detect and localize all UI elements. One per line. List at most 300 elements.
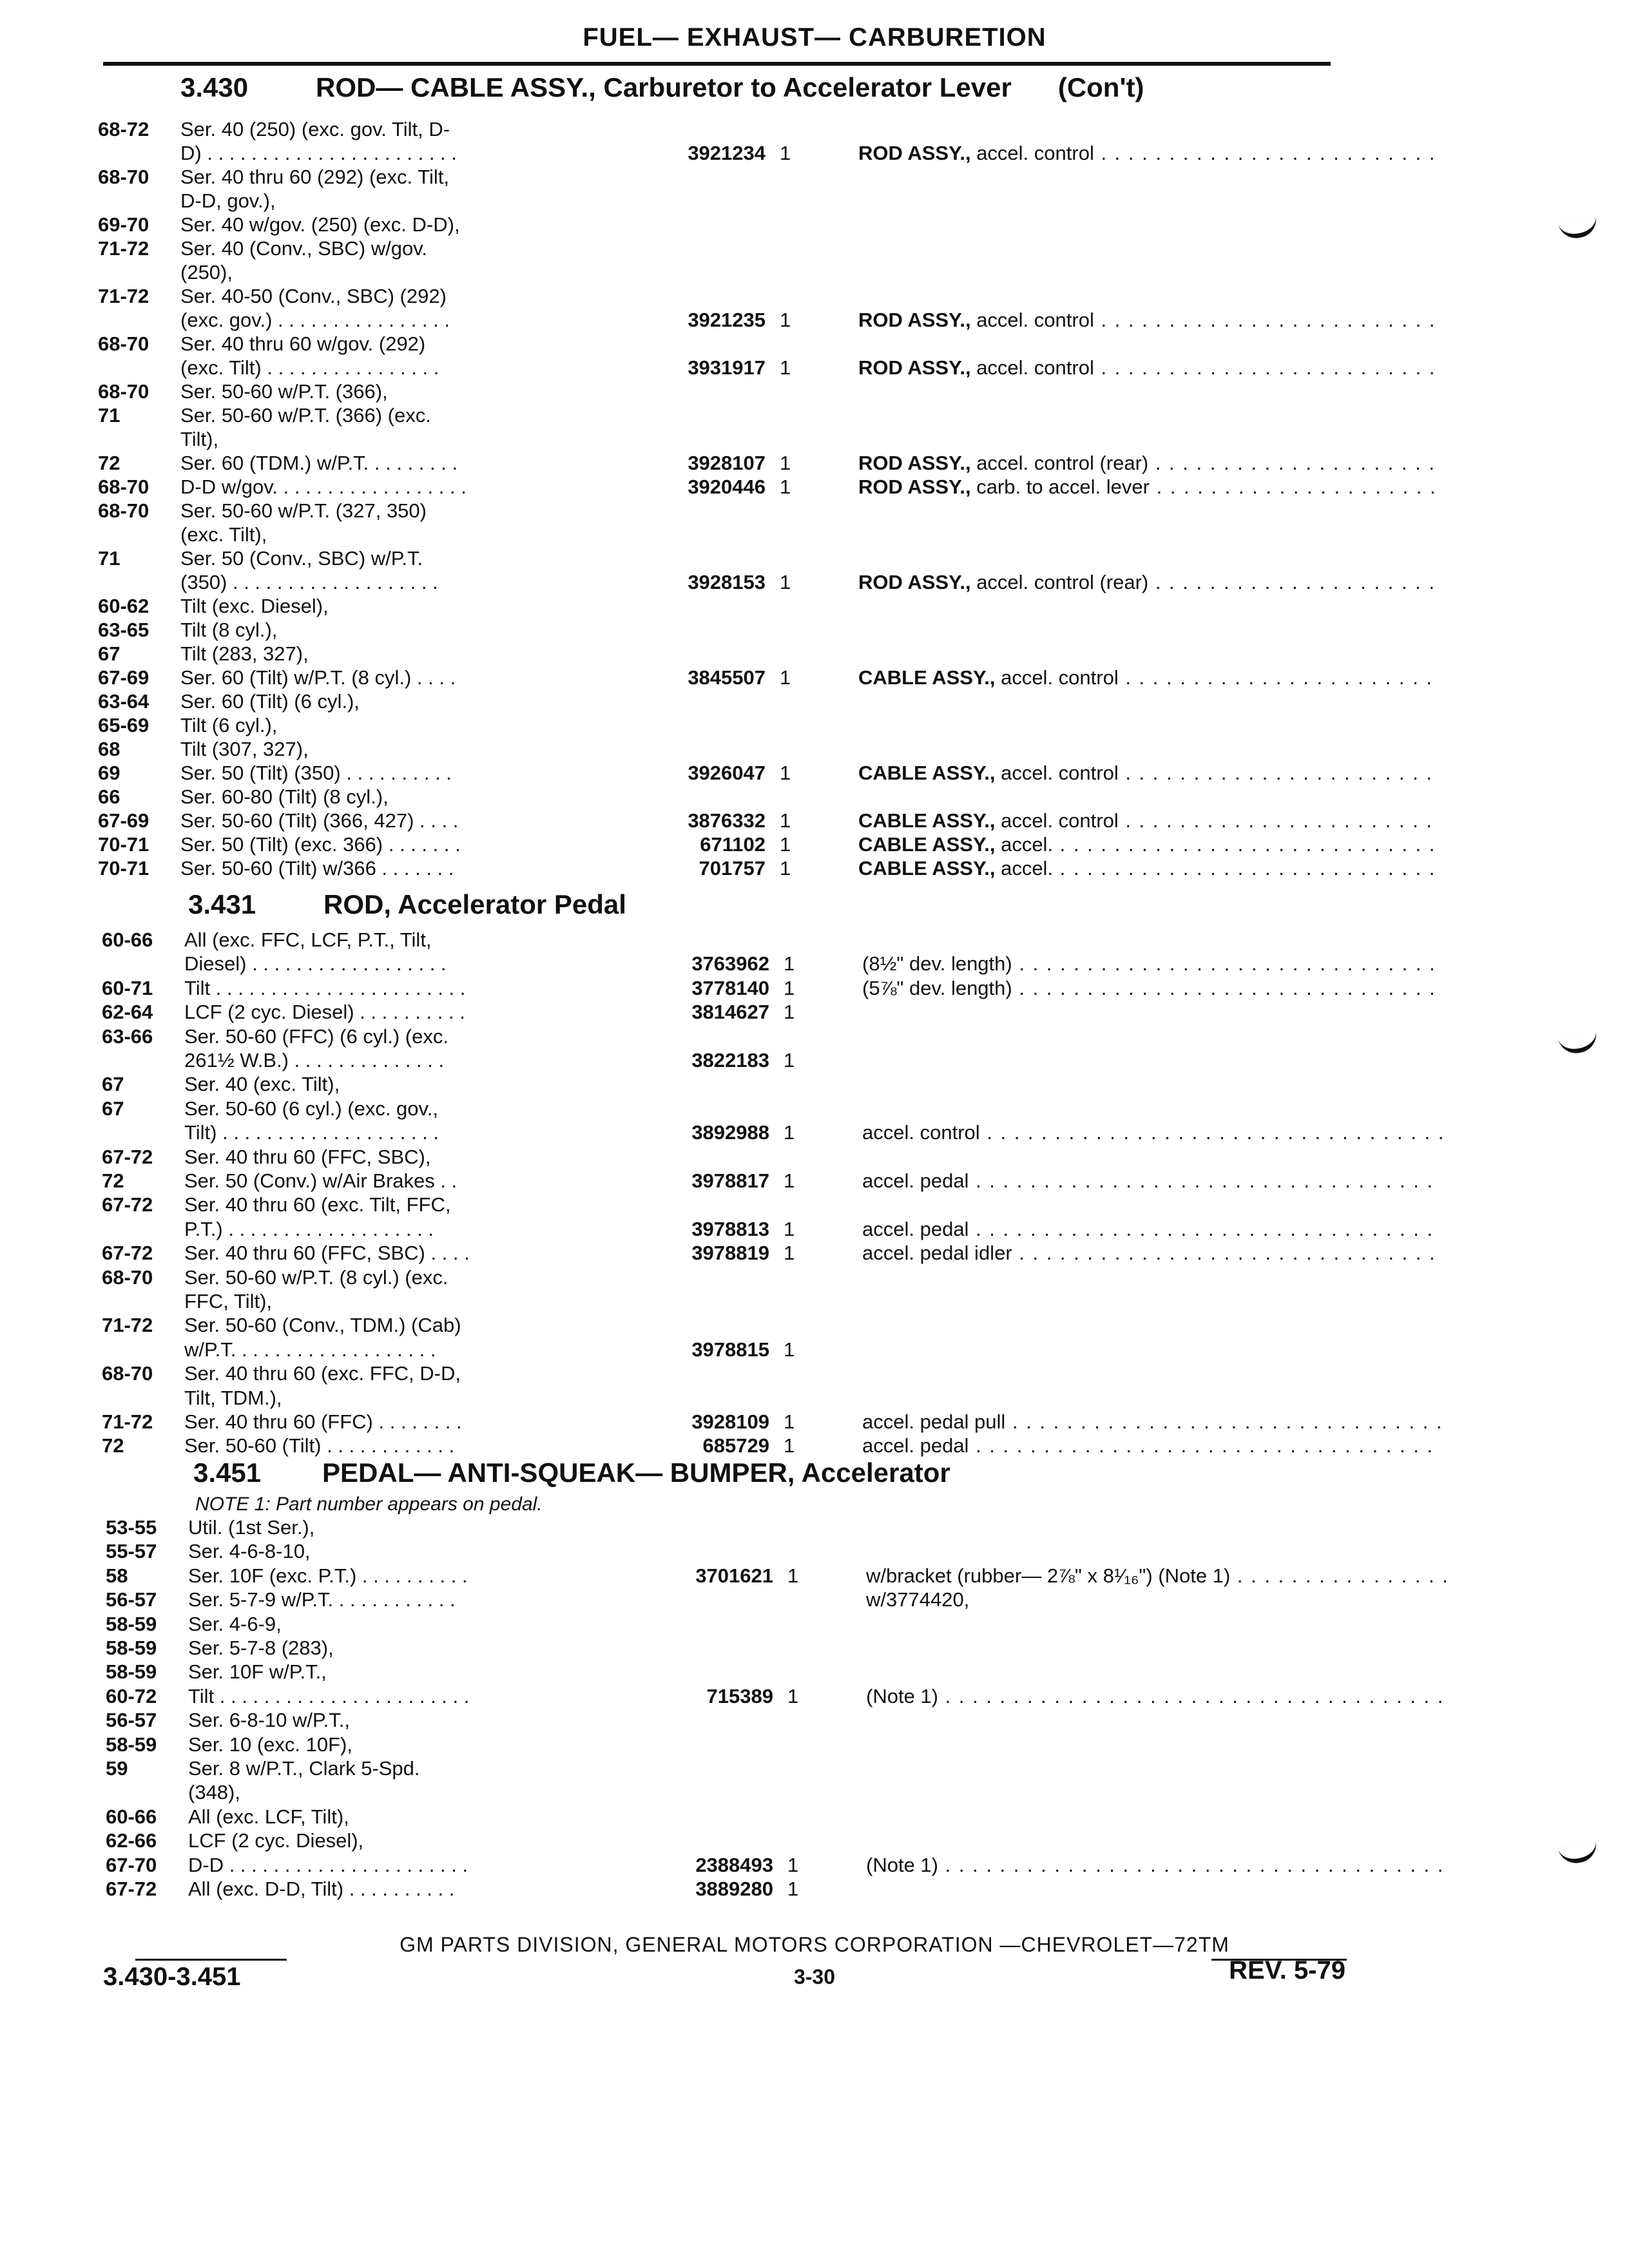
model-description: Tilt), <box>180 428 219 450</box>
quantity: 1 <box>784 1169 795 1192</box>
model-description: Ser. 10F w/P.T., <box>188 1660 327 1683</box>
part-detail: accel. pedal pull <box>862 1410 1006 1433</box>
model-description: Diesel) . . . . . . . . . . . . . . . . . . <box>184 952 447 975</box>
table-row <box>106 1515 1349 1539</box>
part-detail: accel. control <box>976 309 1094 331</box>
model-description: Tilt) . . . . . . . . . . . . . . . . . . . . <box>184 1121 439 1144</box>
table-row <box>98 356 1342 380</box>
part-number: 3845507 <box>688 666 766 689</box>
model-description: (348), <box>188 1781 240 1803</box>
model-description: Ser. 40 w/gov. (250) (exc. D-D), <box>180 213 460 236</box>
table-row <box>98 523 1342 546</box>
table-row <box>102 1145 1345 1169</box>
table-row <box>106 1612 1349 1636</box>
part-number: 3892988 <box>691 1121 769 1144</box>
table-row <box>102 1072 1345 1096</box>
model-description: (exc. Tilt), <box>180 523 267 546</box>
year-range: 71-72 <box>98 285 149 307</box>
year-range: 65-69 <box>98 714 149 736</box>
model-description: All (exc. D-D, Tilt) . . . . . . . . . . <box>188 1878 455 1900</box>
section-continued: (Con't) <box>1057 72 1144 102</box>
year-range: 68-70 <box>98 499 149 522</box>
table-row <box>102 1048 1345 1072</box>
model-description: Ser. 8 w/P.T., Clark 5-Spd. <box>188 1757 420 1780</box>
part-type: ROD ASSY., <box>858 452 971 474</box>
section-heading-3431 <box>188 889 626 920</box>
year-range: 68-70 <box>98 380 149 403</box>
part-type: ROD ASSY., <box>858 356 971 379</box>
model-description: Ser. 60-80 (Tilt) (8 cyl.), <box>180 785 389 808</box>
year-range: 63-65 <box>98 619 149 641</box>
section-heading-3451 <box>193 1457 950 1488</box>
year-range: 67-72 <box>102 1193 153 1216</box>
part-detail: w/3774420, <box>866 1588 970 1611</box>
model-description: Ser. 60 (Tilt) (6 cyl.), <box>180 690 360 713</box>
part-description <box>858 475 1438 499</box>
model-description: LCF (2 cyc. Diesel) . . . . . . . . . . <box>184 1001 465 1023</box>
year-range: 58-59 <box>106 1613 157 1635</box>
quantity: 1 <box>780 142 791 164</box>
table-row <box>102 1193 1345 1216</box>
table-row <box>102 1338 1345 1361</box>
part-number: 3920446 <box>688 476 766 498</box>
part-type: CABLE ASSY., <box>858 762 996 784</box>
part-type: ROD ASSY., <box>858 142 971 164</box>
part-number: 3889280 <box>695 1878 773 1900</box>
model-description: Tilt (283, 327), <box>180 642 309 665</box>
part-detail: accel. <box>1001 857 1054 879</box>
year-range: 67 <box>102 1073 124 1095</box>
part-detail: accel. control <box>1001 762 1119 784</box>
table-row <box>102 1217 1345 1241</box>
year-range: 68 <box>98 738 120 760</box>
year-range: 67-72 <box>102 1242 153 1264</box>
part-type: ROD ASSY., <box>858 309 971 331</box>
year-range: 67-69 <box>98 666 149 689</box>
year-range: 58-59 <box>106 1660 157 1683</box>
part-number: 3978813 <box>691 1218 769 1240</box>
year-range: 60-62 <box>98 595 149 617</box>
model-description: Ser. 40 thru 60 (FFC, SBC) . . . . <box>184 1242 470 1264</box>
table-row <box>106 1877 1349 1901</box>
table-row <box>98 213 1342 236</box>
part-description <box>862 1169 1442 1193</box>
model-description: Ser. 40 (Conv., SBC) w/gov. <box>180 237 428 260</box>
table-row <box>98 475 1342 499</box>
quantity: 1 <box>787 1878 799 1900</box>
model-description: FFC, Tilt), <box>184 1290 273 1312</box>
section-note: NOTE 1: Part number appears on pedal. <box>195 1494 543 1515</box>
model-description: Tilt . . . . . . . . . . . . . . . . . . . . . . . <box>188 1685 470 1707</box>
binder-mark <box>1558 1840 1600 1867</box>
year-range: 72 <box>98 452 120 474</box>
part-number: 3921235 <box>688 309 766 331</box>
table-row <box>102 1434 1345 1457</box>
model-description: Tilt (307, 327), <box>180 738 309 760</box>
part-detail: accel. pedal <box>862 1169 969 1192</box>
part-number: 3928109 <box>691 1410 769 1433</box>
table-row <box>98 236 1342 260</box>
table-row <box>102 976 1345 1000</box>
year-range: 60-72 <box>106 1685 157 1707</box>
part-detail: w/bracket (rubber— 2⅞" x 8¹⁄₁₆") (Note 1) <box>866 1564 1231 1587</box>
part-description <box>866 1588 1446 1611</box>
part-number: 701757 <box>699 857 766 879</box>
model-description: Ser. 40 thru 60 (292) (exc. Tilt, <box>180 166 449 188</box>
quantity: 1 <box>784 952 795 975</box>
model-description: Ser. 4-6-8-10, <box>188 1540 311 1562</box>
model-description: Ser. 50 (Conv., SBC) w/P.T. <box>180 547 423 570</box>
part-detail: accel. control <box>862 1121 980 1144</box>
model-description: (exc. Tilt) . . . . . . . . . . . . . . . . <box>180 356 439 379</box>
model-description: Ser. 50-60 (FFC) (6 cyl.) (exc. <box>184 1025 448 1048</box>
table-row <box>98 284 1342 308</box>
quantity: 1 <box>787 1685 799 1707</box>
part-number: 3978815 <box>691 1338 769 1361</box>
quantity: 1 <box>780 452 791 474</box>
part-type: CABLE ASSY., <box>858 857 996 879</box>
year-range: 67-69 <box>98 809 149 832</box>
table-row <box>98 546 1342 570</box>
model-description: Ser. 50-60 w/P.T. (327, 350) <box>180 499 427 522</box>
part-number: 3778140 <box>691 977 769 999</box>
model-description: Ser. 50 (Conv.) w/Air Brakes . . <box>184 1169 458 1192</box>
table-row <box>106 1684 1349 1708</box>
quantity: 1 <box>780 666 791 689</box>
model-description: P.T.) . . . . . . . . . . . . . . . . . . . <box>184 1218 434 1240</box>
table-row <box>102 1000 1345 1024</box>
part-detail: accel. pedal <box>862 1218 969 1240</box>
table-row <box>98 809 1342 832</box>
table-row <box>98 785 1342 809</box>
table-row <box>98 189 1342 213</box>
year-range: 67-72 <box>106 1878 157 1900</box>
part-number: 3876332 <box>688 809 766 832</box>
part-detail: accel. control <box>1001 809 1119 832</box>
quantity: 1 <box>780 476 791 498</box>
part-description <box>862 952 1442 975</box>
model-description: Tilt (6 cyl.), <box>180 714 278 736</box>
part-detail: accel. pedal idler <box>862 1242 1012 1264</box>
model-description: Ser. 5-7-9 w/P.T. . . . . . . . . . . . <box>188 1588 456 1611</box>
year-range: 62-66 <box>106 1829 157 1852</box>
model-description: Ser. 60 (TDM.) w/P.T. . . . . . . . . <box>180 452 458 474</box>
table-row <box>98 642 1342 666</box>
table-row <box>106 1780 1349 1804</box>
table-row <box>106 1853 1349 1877</box>
model-description: (250), <box>180 261 233 284</box>
model-description: All (exc. FFC, LCF, P.T., Tilt, <box>184 928 432 951</box>
part-description <box>862 1434 1442 1457</box>
model-description: Tilt . . . . . . . . . . . . . . . . . . . . . . . <box>184 977 466 999</box>
part-type: ROD ASSY., <box>858 476 971 498</box>
table-row <box>102 1361 1345 1385</box>
year-range: 72 <box>102 1169 124 1192</box>
part-detail: accel. pedal <box>862 1434 969 1457</box>
quantity: 1 <box>780 809 791 832</box>
part-detail: accel. control (rear) <box>976 571 1149 593</box>
table-row <box>98 332 1342 356</box>
model-description: (exc. gov.) . . . . . . . . . . . . . . . . <box>180 309 450 331</box>
part-description <box>858 356 1438 380</box>
model-description: Ser. 40 thru 60 w/gov. (292) <box>180 332 426 355</box>
table-row <box>106 1636 1349 1660</box>
quantity: 1 <box>784 977 795 999</box>
footer-publisher: GM PARTS DIVISION, GENERAL MOTORS CORPORATION —CHEVROLET—72TM <box>400 1933 1229 1956</box>
quantity: 1 <box>780 571 791 593</box>
quantity: 1 <box>784 1218 795 1240</box>
part-detail: (Note 1) <box>866 1685 938 1707</box>
quantity: 1 <box>784 1338 795 1361</box>
year-range: 66 <box>98 785 120 808</box>
year-range: 59 <box>106 1757 128 1780</box>
table-row <box>106 1756 1349 1780</box>
year-range: 58 <box>106 1564 128 1587</box>
part-type: CABLE ASSY., <box>858 833 996 856</box>
year-range: 68-70 <box>102 1266 153 1289</box>
footer-page-number: 3-30 <box>793 1965 836 1988</box>
model-description: Ser. 40 thru 60 (FFC, SBC), <box>184 1146 431 1168</box>
part-number: 3931917 <box>688 356 766 379</box>
year-range: 56-57 <box>106 1588 157 1611</box>
table-row <box>98 832 1342 856</box>
model-description: Ser. 50-60 w/P.T. (8 cyl.) (exc. <box>184 1266 448 1289</box>
model-description: All (exc. LCF, Tilt), <box>188 1805 349 1828</box>
year-range: 69-70 <box>98 213 149 236</box>
table-row <box>106 1733 1349 1756</box>
footer-rule-left <box>135 1959 287 1961</box>
model-description: D-D, gov.), <box>180 189 276 212</box>
year-range: 70-71 <box>98 833 149 856</box>
year-range: 71-72 <box>102 1314 153 1336</box>
year-range: 68-70 <box>98 332 149 355</box>
model-description: Util. (1st Ser.), <box>188 1516 315 1539</box>
year-range: 60-66 <box>106 1805 157 1828</box>
table-row <box>98 856 1342 880</box>
table-row <box>98 380 1342 403</box>
part-detail: accel. control <box>1001 666 1119 689</box>
part-description <box>858 832 1438 856</box>
quantity: 1 <box>780 833 791 856</box>
table-row <box>106 1660 1349 1684</box>
year-range: 56-57 <box>106 1709 157 1731</box>
part-detail: (8½" dev. length) <box>862 952 1012 975</box>
quantity: 1 <box>784 1049 795 1072</box>
model-description: Ser. 50-60 (Tilt) w/366 . . . . . . . <box>180 857 454 879</box>
quantity: 1 <box>784 1410 795 1433</box>
footer-section-range: 3.430-3.451 <box>103 1963 241 1991</box>
part-description <box>858 141 1438 165</box>
quantity: 1 <box>780 309 791 331</box>
table-row <box>98 165 1342 189</box>
year-range: 68-72 <box>98 118 149 140</box>
model-description: Tilt (exc. Diesel), <box>180 595 329 617</box>
part-description <box>858 856 1438 880</box>
table-row <box>102 1265 1345 1289</box>
table-row <box>98 427 1342 451</box>
year-range: 55-57 <box>106 1540 157 1562</box>
model-description: Tilt (8 cyl.), <box>180 619 278 641</box>
section-number: 3.430 <box>180 72 249 102</box>
quantity: 1 <box>780 762 791 784</box>
model-description: Ser. 50-60 (Tilt) . . . . . . . . . . . . <box>184 1434 455 1457</box>
model-description: Ser. 40 (exc. Tilt), <box>184 1073 340 1095</box>
year-range: 62-64 <box>102 1001 153 1023</box>
part-number: 3822183 <box>691 1049 769 1072</box>
part-number: 685729 <box>702 1434 769 1457</box>
model-description: Ser. 50-60 w/P.T. (366) (exc. <box>180 404 431 427</box>
part-description <box>866 1564 1446 1588</box>
year-range: 71 <box>98 404 120 427</box>
table-row <box>106 1805 1349 1829</box>
binder-mark <box>1558 215 1600 242</box>
section-title: ROD, Accelerator Pedal <box>323 889 626 919</box>
quantity: 1 <box>784 1242 795 1264</box>
table-row <box>98 761 1342 785</box>
table-row <box>98 117 1342 141</box>
model-description: Ser. 40-50 (Conv., SBC) (292) <box>180 285 447 307</box>
table-row <box>98 737 1342 761</box>
year-range: 70-71 <box>98 857 149 879</box>
table-row <box>98 689 1342 713</box>
part-description <box>862 1241 1442 1265</box>
part-number: 3926047 <box>688 762 766 784</box>
part-description <box>862 1120 1442 1144</box>
part-detail: (5⅞" dev. length) <box>862 977 1012 999</box>
part-description <box>858 761 1438 785</box>
year-range: 68-70 <box>102 1362 153 1385</box>
part-number: 715389 <box>706 1685 773 1707</box>
model-description: Ser. 10F (exc. P.T.) . . . . . . . . . . <box>188 1564 468 1587</box>
table-row <box>102 928 1345 952</box>
model-description: D-D . . . . . . . . . . . . . . . . . . . . . . <box>188 1854 468 1876</box>
table-row <box>106 1564 1349 1588</box>
model-description: Ser. 50-60 (6 cyl.) (exc. gov., <box>184 1097 438 1120</box>
table-row <box>98 594 1342 618</box>
header-rule <box>103 62 1331 66</box>
table-row <box>106 1539 1349 1563</box>
section-number: 3.451 <box>193 1457 262 1488</box>
table-row <box>98 403 1342 427</box>
part-description <box>858 308 1438 332</box>
table-row <box>102 952 1345 975</box>
table-row <box>106 1829 1349 1852</box>
year-range: 60-66 <box>102 928 153 951</box>
model-description: D-D w/gov. . . . . . . . . . . . . . . . . . <box>180 476 467 498</box>
model-description: Ser. 40 thru 60 (exc. FFC, D-D, <box>184 1362 461 1385</box>
part-type: CABLE ASSY., <box>858 809 996 832</box>
part-description <box>858 451 1438 475</box>
model-description: 261½ W.B.) . . . . . . . . . . . . . . <box>184 1049 445 1072</box>
table-row <box>106 1588 1349 1611</box>
table-row <box>102 1097 1345 1120</box>
table-row <box>98 618 1342 642</box>
table-row <box>102 1410 1345 1434</box>
model-description: Ser. 50-60 (Tilt) (366, 427) . . . . <box>180 809 459 832</box>
quantity: 1 <box>784 1121 795 1144</box>
model-description: (350) . . . . . . . . . . . . . . . . . . . <box>180 571 438 593</box>
year-range: 53-55 <box>106 1516 157 1539</box>
model-description: Ser. 10 (exc. 10F), <box>188 1733 352 1756</box>
model-description: Ser. 6-8-10 w/P.T., <box>188 1709 350 1731</box>
quantity: 1 <box>784 1001 795 1023</box>
model-description: Ser. 40 thru 60 (FFC) . . . . . . . . <box>184 1410 462 1433</box>
part-number: 671102 <box>700 833 766 856</box>
year-range: 67-72 <box>102 1146 153 1168</box>
part-number: 3928107 <box>688 452 766 474</box>
part-detail: accel. control <box>976 356 1094 379</box>
part-number: 3814627 <box>691 1001 769 1023</box>
year-range: 58-59 <box>106 1637 157 1659</box>
part-description <box>866 1853 1446 1877</box>
section-title: PEDAL— ANTI-SQUEAK— BUMPER, Accelerator <box>322 1457 950 1488</box>
part-type: CABLE ASSY., <box>858 666 996 689</box>
part-description <box>866 1684 1446 1708</box>
part-detail: (Note 1) <box>866 1854 938 1876</box>
section-title: ROD— CABLE ASSY., Carburetor to Accelerator Lever <box>316 72 1012 102</box>
year-range: 67 <box>98 642 120 665</box>
model-description: w/P.T. . . . . . . . . . . . . . . . . . . <box>184 1338 436 1361</box>
table-row <box>102 1241 1345 1265</box>
year-range: 63-64 <box>98 690 149 713</box>
model-description: Ser. 4-6-9, <box>188 1613 282 1635</box>
table-row <box>102 1313 1345 1337</box>
model-description: Tilt, TDM.), <box>184 1387 282 1409</box>
table-row <box>102 1386 1345 1410</box>
binder-mark <box>1558 1030 1600 1057</box>
model-description: D) . . . . . . . . . . . . . . . . . . . . . . . <box>180 142 457 164</box>
table-row <box>98 499 1342 523</box>
year-range: 58-59 <box>106 1733 157 1756</box>
table-row <box>98 308 1342 332</box>
model-description: Ser. 50 (Tilt) (350) . . . . . . . . . . <box>180 762 452 784</box>
part-description <box>858 809 1438 832</box>
part-detail: accel. <box>1001 833 1054 856</box>
section-number: 3.431 <box>188 889 256 919</box>
table-row <box>98 666 1342 689</box>
table-row <box>98 570 1342 594</box>
part-description <box>858 666 1438 689</box>
table-row <box>102 1024 1345 1048</box>
model-description: Ser. 40 (250) (exc. gov. Tilt, D- <box>180 118 450 140</box>
quantity: 1 <box>787 1564 799 1587</box>
quantity: 1 <box>780 857 791 879</box>
year-range: 69 <box>98 762 120 784</box>
part-description <box>862 1410 1442 1434</box>
footer-revision: REV. 5-79 <box>1229 1956 1345 1984</box>
part-detail: accel. control <box>976 142 1094 164</box>
model-description: Ser. 50-60 w/P.T. (366), <box>180 380 388 403</box>
table-row <box>102 1120 1345 1144</box>
model-description: Ser. 40 thru 60 (exc. Tilt, FFC, <box>184 1193 451 1216</box>
part-number: 3701621 <box>695 1564 773 1587</box>
part-detail: carb. to accel. lever <box>976 476 1150 498</box>
year-range: 68-70 <box>98 166 149 188</box>
year-range: 68-70 <box>98 476 149 498</box>
year-range: 60-71 <box>102 977 153 999</box>
table-row <box>98 713 1342 737</box>
table-row <box>102 1169 1345 1193</box>
table-row <box>98 451 1342 475</box>
part-type: ROD ASSY., <box>858 571 971 593</box>
part-description <box>862 1217 1442 1241</box>
year-range: 72 <box>102 1434 124 1457</box>
part-number: 2388493 <box>695 1854 773 1876</box>
year-range: 67 <box>102 1097 124 1120</box>
part-number: 3763962 <box>691 952 769 975</box>
model-description: LCF (2 cyc. Diesel), <box>188 1829 364 1852</box>
quantity: 1 <box>784 1434 795 1457</box>
